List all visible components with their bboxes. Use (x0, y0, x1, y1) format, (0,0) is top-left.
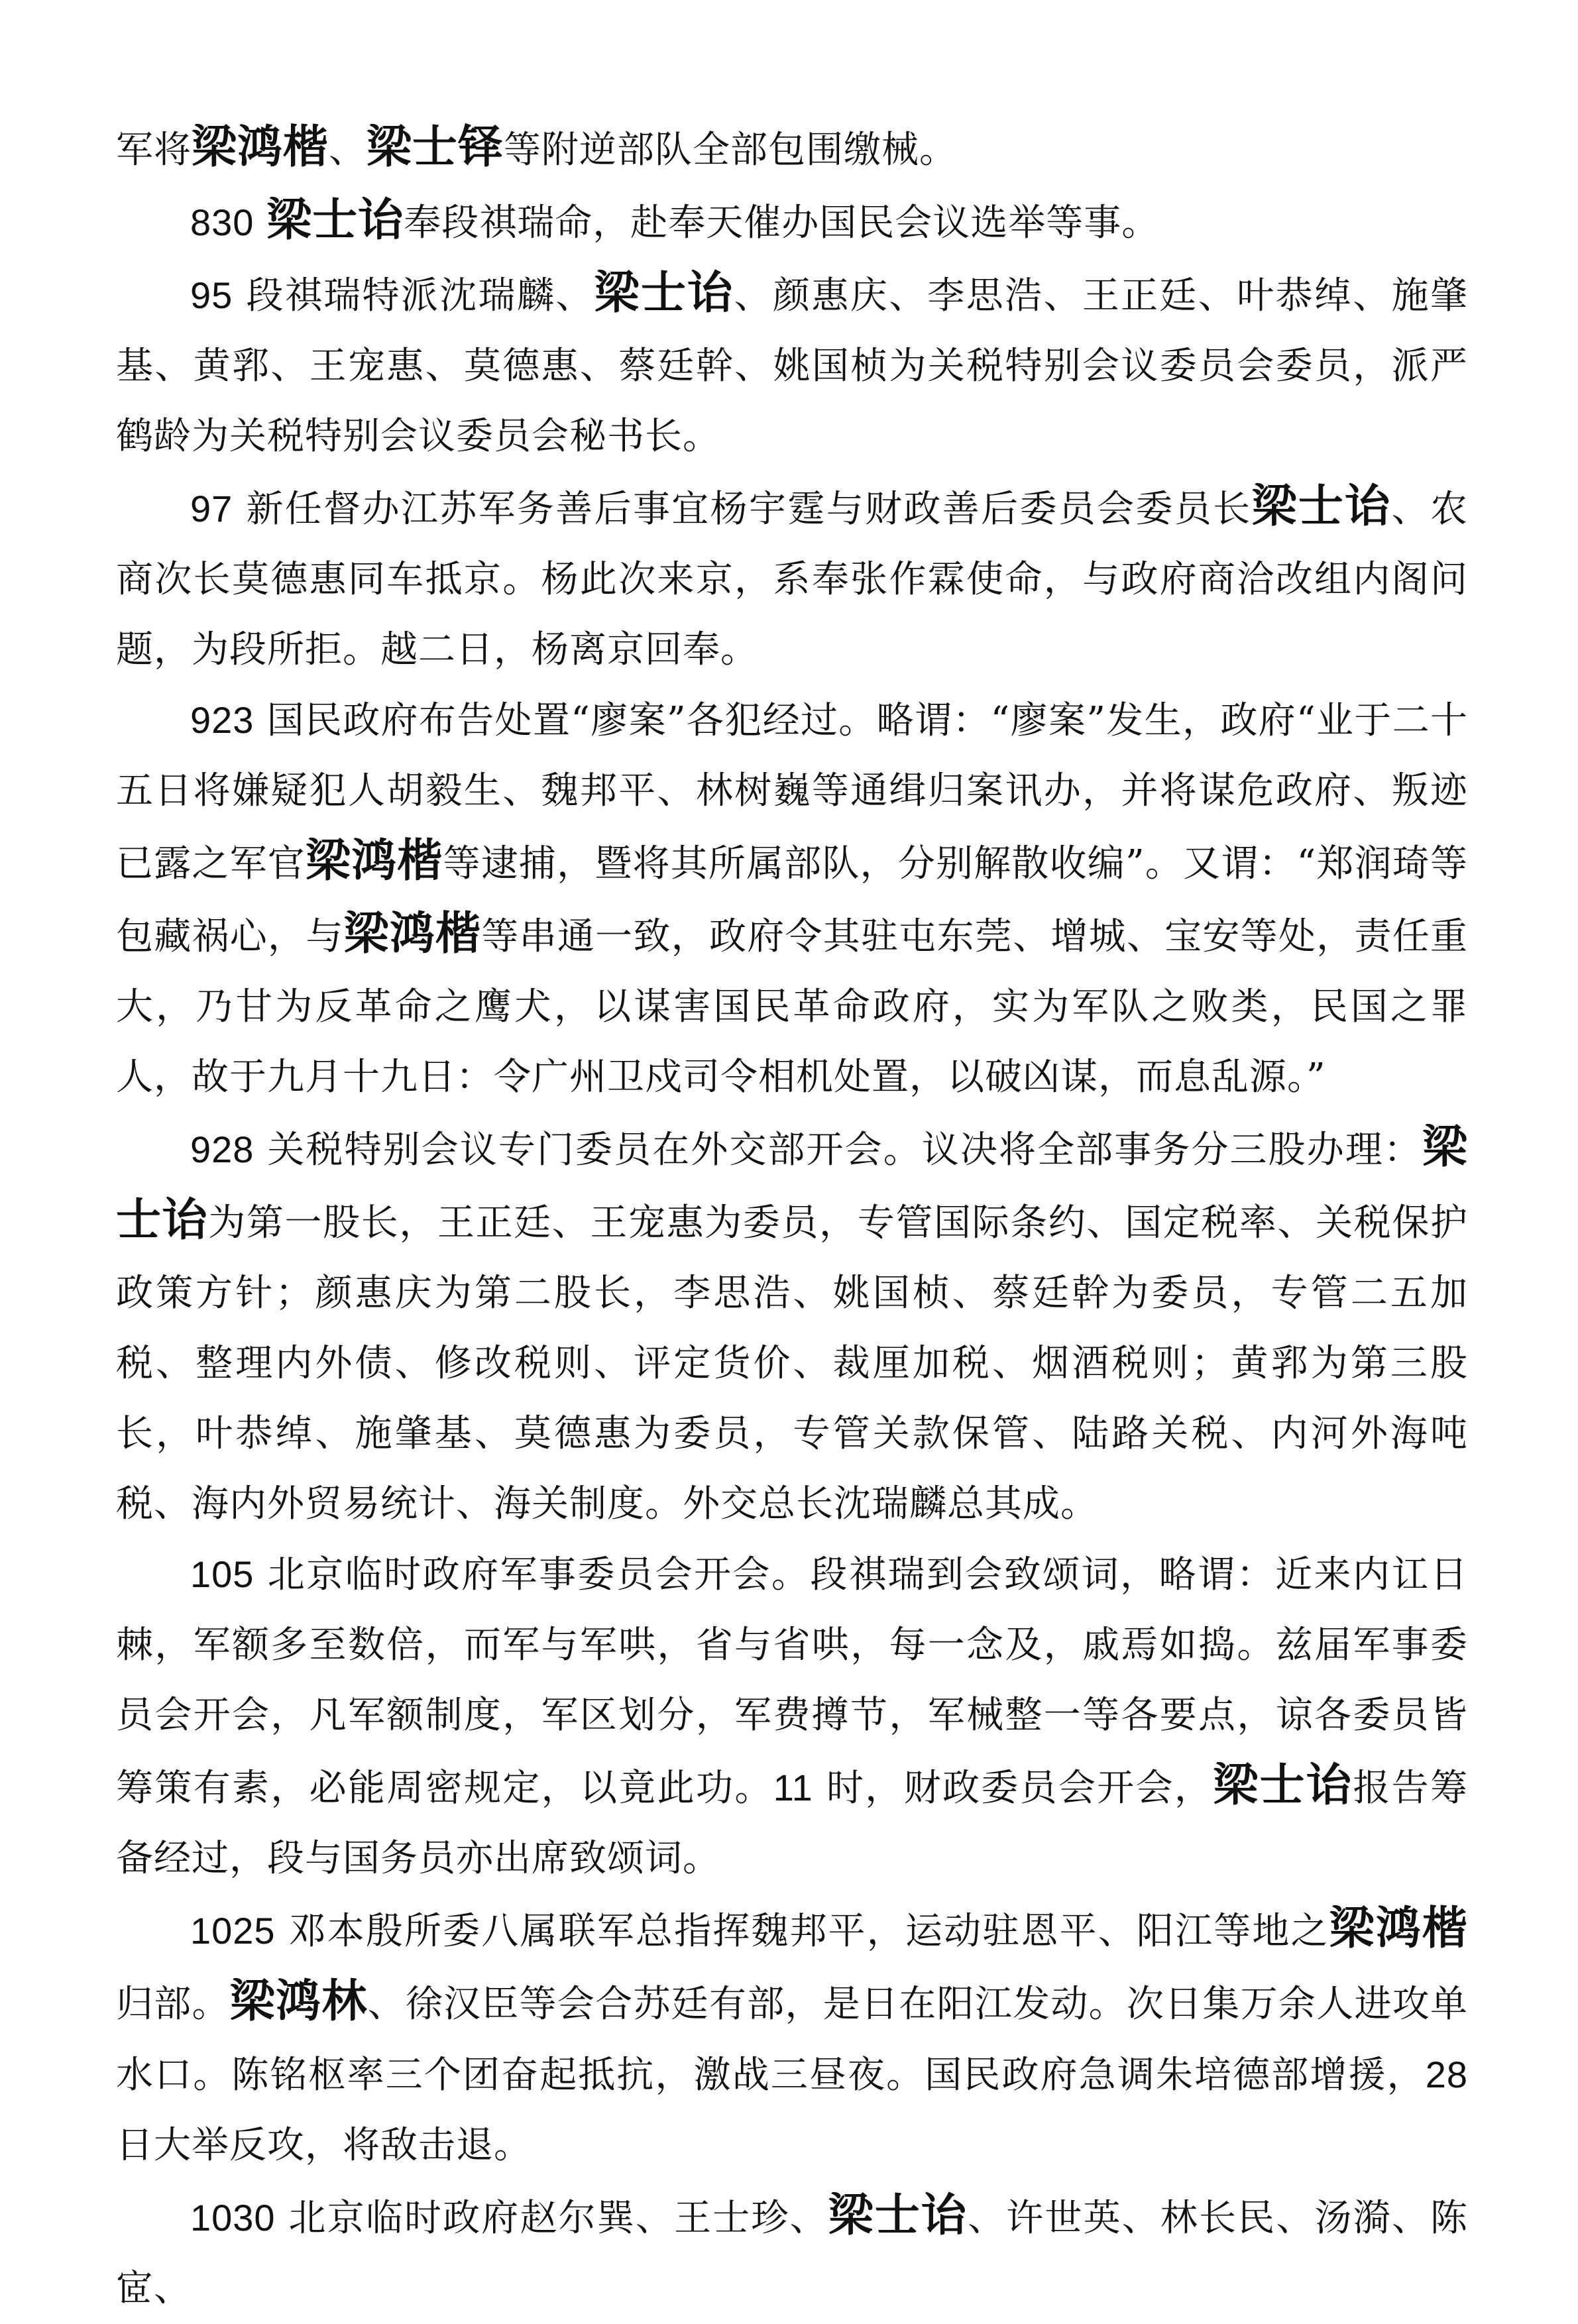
date-number: 928 (190, 1129, 254, 1170)
text-segment: 等串通一致，政府令其驻屯东莞、增城、宝安等处，责任重大，乃甘为反革命之鹰犬，以谋害国民革命政府，实为军队之败类，民国之罪人，故于九月十九日：令广州卫戍司令相机处置，以破凶谋，而息乱源。” (116, 915, 1468, 1099)
text-segment: 新任督办江苏军务善后事宜杨宇霆与财政善后委员会委员长 (233, 488, 1252, 531)
text-segment: 奉段祺瑞命，赴奉天催办国民会议选举等事。 (404, 201, 1160, 245)
date-number: 97 (190, 488, 233, 529)
person-name: 梁士诒 (1213, 1759, 1353, 1812)
date-number: 11 (773, 1767, 813, 1808)
person-name: 梁鸿林 (229, 1975, 368, 2028)
text-segment (254, 201, 266, 245)
date-number: 105 (190, 1553, 254, 1595)
paragraph-97 (116, 472, 1468, 685)
paragraph-105 (116, 1539, 1468, 1894)
date-number: 923 (190, 699, 254, 741)
text-segment: 为第一股长，王正廷、王宠惠为委员，专管国际条约、国定税率、关税保护政策方针；颜惠庆为第二股长，李思浩、姚国桢、蔡廷幹为委员，专管二五加税、整理内外债、修改税则、评定货价、裁厘加税、烟酒税则；黄郛为第三股长，叶恭绰、施肇基、莫德惠为委员，专管关款保管、陆路关税、内河外海吨税、海内外贸易统计、海关制度。外交总长沈瑞麟总其成。 (116, 1201, 1468, 1525)
text-segment: 邓本殷所委八属联军总指挥魏邦平，运动驻恩平、阳江等地之 (275, 1910, 1329, 1953)
document-page (116, 113, 1468, 2324)
text-segment: 北京临时政府赵尔巽、王士珍、 (275, 2197, 828, 2240)
text-segment: 报告筹备经过，段与国务员亦出席致颂词。 (116, 1767, 1468, 1880)
text-segment: 、 (329, 129, 367, 172)
person-name: 梁士诒 (116, 1121, 1468, 1246)
text-segment: 国民政府布告处置“廖案”各犯经过。略谓：“廖案”发生，政府“业于二十五日将嫌疑犯人胡毅生、魏邦平、林树巍等通缉归案讯办，并将谋危政府、叛迹已露之军官 (116, 699, 1468, 885)
paragraph-continued (116, 113, 1468, 186)
text-segment: 等逮捕，暨将其所属部队，分别解散收编”。又谓：“郑润琦等包藏祸心，与 (116, 842, 1468, 958)
date-number: 28 (1425, 2054, 1468, 2095)
person-name: 梁士诒 (594, 267, 734, 319)
text-segment: 归部。 (116, 1983, 230, 2026)
text-segment: 、徐汉臣等会合苏廷有部，是日在阳江发动。次日集万余人进攻单水口。陈铭枢率三个团奋起抵抗，激战三昼夜。国民政府急调朱培德部增援， (116, 1983, 1468, 2097)
date-number: 830 (190, 201, 254, 243)
text-segment: 日大举反攻，将敌击退。 (116, 2124, 532, 2167)
paragraph-95 (116, 258, 1468, 472)
paragraph-1025 (116, 1894, 1468, 2181)
person-name: 梁士诒 (1251, 480, 1392, 533)
person-name: 梁士诒 (828, 2189, 968, 2242)
text-segment: 、农商次长莫德惠同车抵京。杨此次来京，系奉张作霖使命，与政府商洽改组内阁问题，为段所拒。越二日，杨离京回奉。 (116, 488, 1468, 671)
person-name: 梁鸿楷 (1329, 1903, 1468, 1955)
text-segment: 、许世英、林长民、汤漪、陈宧、 (116, 2197, 1468, 2310)
date-number: 1030 (190, 2197, 276, 2239)
date-number: 1025 (190, 1910, 276, 1952)
person-name: 梁鸿楷 (305, 835, 443, 887)
paragraph-830 (116, 186, 1468, 258)
text-segment: 等附逆部队全部包围缴械。 (504, 129, 958, 172)
text-segment: 北京临时政府军事委员会开会。段祺瑞到会致颂词，略谓：近来内讧日棘，军额多至数倍，而军与军哄，省与省哄，每一念及，戚焉如捣。兹届军事委员会开会，凡军额制度，军区划分，军费撙节，军械整一等各要点，谅各委员皆筹策有素，必能周密规定，以竟此功。 (116, 1553, 1468, 1810)
paragraph-1030 (116, 2181, 1468, 2324)
date-number: 95 (190, 274, 233, 316)
person-name: 梁士铎 (366, 121, 504, 174)
paragraph-923 (116, 685, 1468, 1113)
text-segment: 时，财政委员会开会， (813, 1767, 1213, 1810)
person-name: 梁鸿楷 (343, 908, 482, 960)
text-segment: 、颜惠庆、李思浩、王正廷、叶恭绰、施肇基、黄郛、王宠惠、莫德惠、蔡廷幹、姚国桢为关税特别会议委员会委员，派严鹤龄为关税特别会议委员会秘书长。 (116, 274, 1468, 458)
text-segment: 关税特别会议专门委员在外交部开会。议决将全部事务分三股办理： (254, 1129, 1422, 1172)
person-name: 梁鸿楷 (192, 121, 329, 174)
person-name: 梁士诒 (266, 194, 404, 247)
text-segment: 军将 (116, 129, 192, 172)
paragraph-928 (116, 1113, 1468, 1539)
text-segment: 段祺瑞特派沈瑞麟、 (233, 274, 594, 317)
